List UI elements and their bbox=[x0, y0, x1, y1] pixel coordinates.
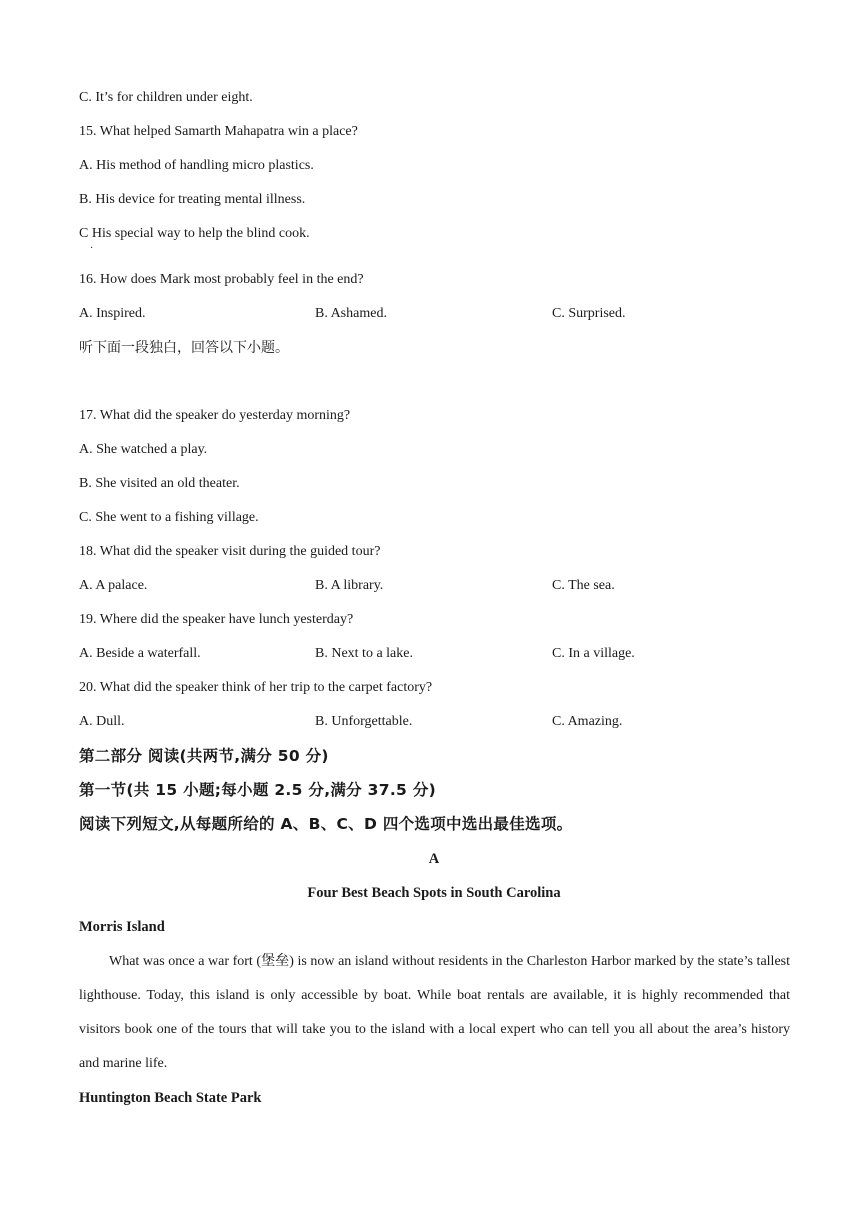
question-19-option-b: B. Next to a lake. bbox=[315, 646, 413, 661]
monologue-instruction: 听下面一段独白，回答以下小题。 bbox=[79, 340, 289, 356]
question-18-option-c: C. The sea. bbox=[552, 578, 615, 593]
question-14-option-c: C. It’s for children under eight. bbox=[79, 90, 253, 105]
morris-island-paragraph: What was once a war fort (堡垒) is now an island without residents in the Charleston Harbor marked by the state’s tallest lighthouse. Today, this island is only accessible by boat. While boat rentals are available, it is highly recommended that visitors book one of the tours that will take you to the island with a local expert who can tell you all about the area’s history and marine life. bbox=[79, 954, 790, 1071]
question-18-option-b: B. A library. bbox=[315, 578, 384, 593]
section-one-heading: 第一节(共 15 小题;每小题 2.5 分,满分 37.5 分) bbox=[79, 781, 437, 799]
morris-island-heading: Morris Island bbox=[79, 919, 165, 935]
question-19-option-c: C. In a village. bbox=[552, 646, 635, 661]
question-15-option-c: C His special way to help the blind cook. bbox=[79, 226, 310, 241]
question-19-option-a: A. Beside a waterfall. bbox=[79, 646, 201, 661]
question-18-option-a: A. A palace. bbox=[79, 578, 148, 593]
passage-letter: A bbox=[428, 851, 440, 867]
question-20-option-c: C. Amazing. bbox=[552, 714, 623, 729]
question-17-option-c: C. She went to a fishing village. bbox=[79, 510, 259, 525]
question-20: 20. What did the speaker think of her trip to the carpet factory? bbox=[79, 680, 433, 695]
question-18: 18. What did the speaker visit during the guided tour? bbox=[79, 544, 381, 559]
stray-dot-mark: · bbox=[90, 243, 94, 254]
huntington-heading: Huntington Beach State Park bbox=[79, 1090, 262, 1106]
question-17-option-b: B. She visited an old theater. bbox=[79, 476, 240, 491]
passage-title: Four Best Beach Spots in South Carolina bbox=[307, 885, 561, 901]
question-16-option-a: A. Inspired. bbox=[79, 306, 146, 321]
question-17-option-a: A. She watched a play. bbox=[79, 442, 208, 457]
question-15-option-b: B. His device for treating mental illness. bbox=[79, 192, 306, 207]
question-19: 19. Where did the speaker have lunch yesterday? bbox=[79, 612, 354, 627]
reading-instruction: 阅读下列短文,从每题所给的 A、B、C、D 四个选项中选出最佳选项。 bbox=[79, 815, 573, 833]
question-15: 15. What helped Samarth Mahapatra win a place? bbox=[79, 124, 358, 139]
question-16-option-c: C. Surprised. bbox=[552, 306, 626, 321]
question-16: 16. How does Mark most probably feel in the end? bbox=[79, 272, 364, 287]
question-20-option-b: B. Unforgettable. bbox=[315, 714, 413, 729]
question-16-option-b: B. Ashamed. bbox=[315, 306, 387, 321]
question-20-option-a: A. Dull. bbox=[79, 714, 125, 729]
part-two-heading: 第二部分 阅读(共两节,满分 50 分) bbox=[79, 747, 329, 765]
question-15-option-a: A. His method of handling micro plastics. bbox=[79, 158, 314, 173]
question-17: 17. What did the speaker do yesterday morning? bbox=[79, 408, 351, 423]
